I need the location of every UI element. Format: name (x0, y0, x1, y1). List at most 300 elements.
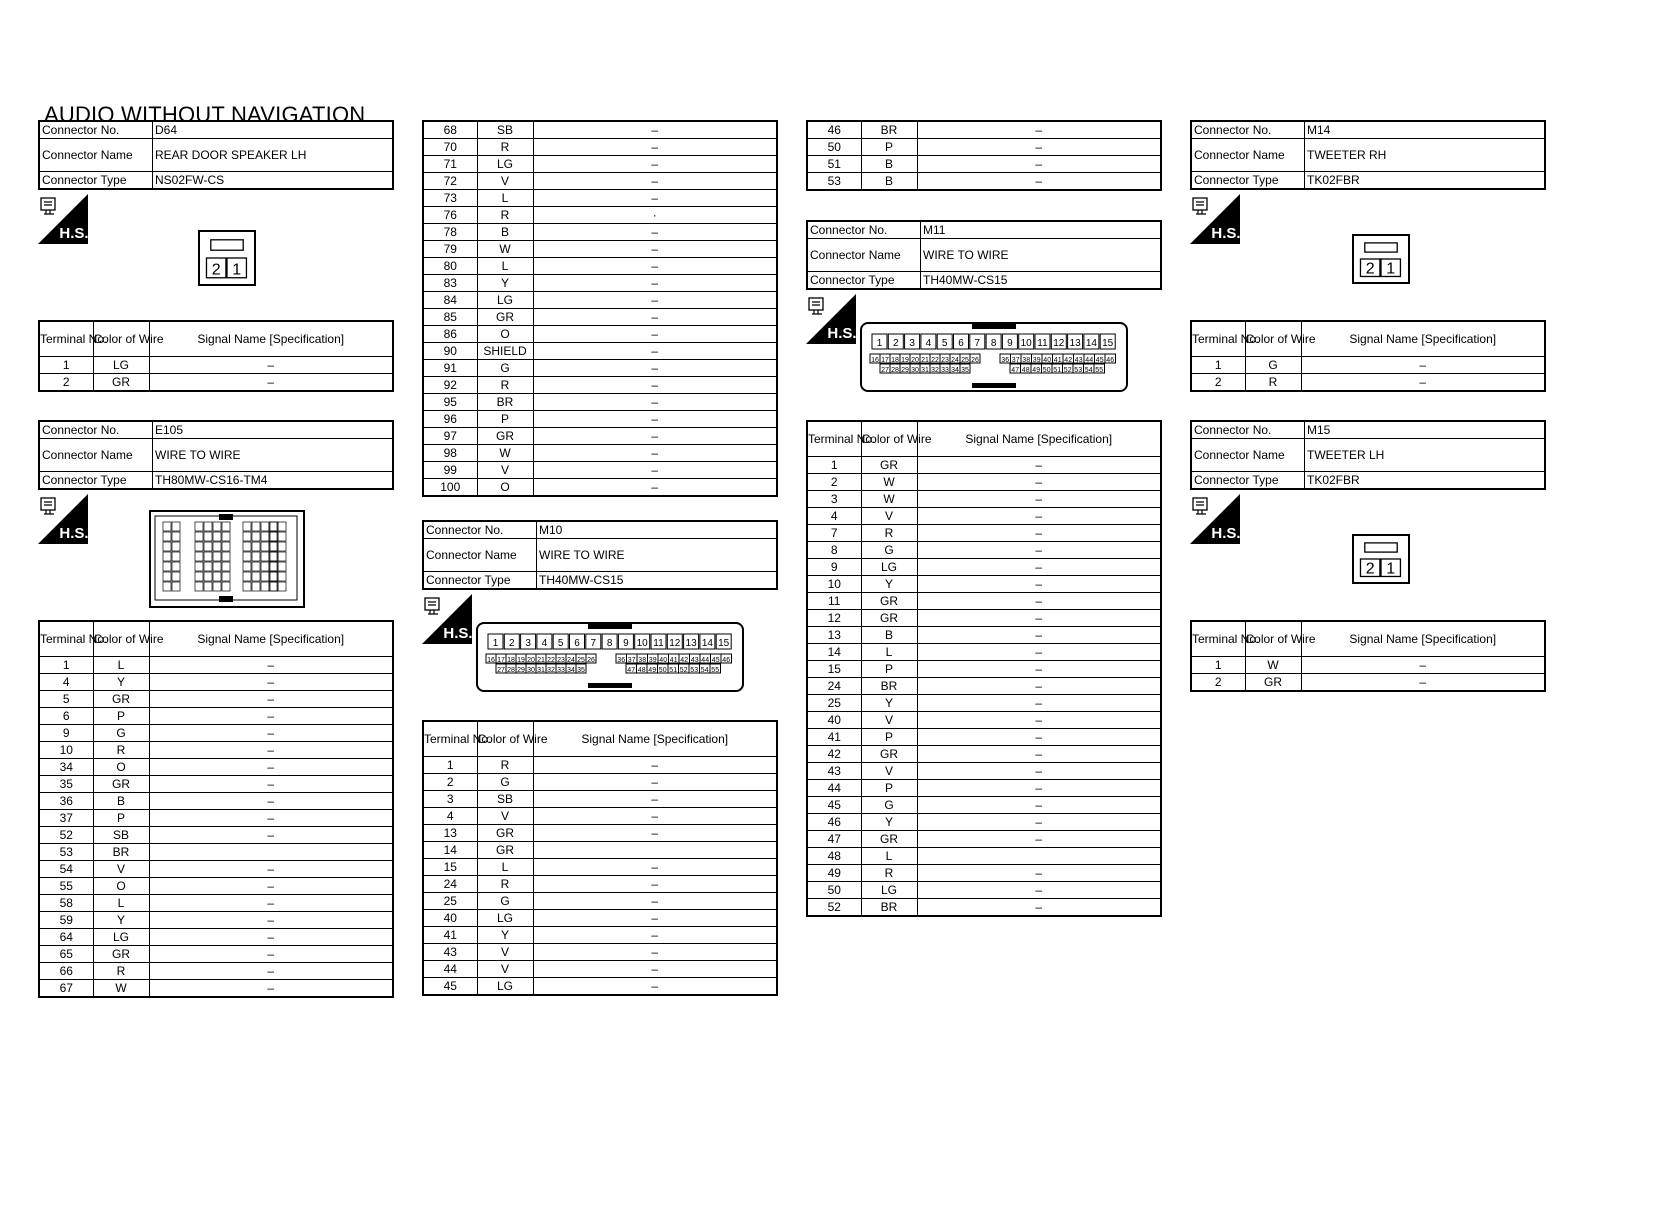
pin-number: 29 (517, 667, 525, 674)
table-row (423, 876, 777, 893)
pin-number: 18 (891, 357, 899, 364)
pin-number: 3 (525, 638, 531, 649)
pin-number: 1 (876, 338, 883, 349)
signal-name-cell: – (149, 793, 393, 810)
table-row (423, 961, 777, 978)
terminal-no-cell: 54 (39, 861, 93, 878)
pin-number: 50 (1042, 367, 1051, 374)
pin-number: 46 (722, 657, 731, 664)
terminal-no-cell: 86 (423, 326, 477, 343)
signal-name-cell: – (917, 508, 1161, 525)
connector-info-d64 (38, 120, 394, 190)
signal-name-cell: – (917, 746, 1161, 763)
pin-number: 44 (1085, 357, 1094, 364)
connector-type-label: Connector Type (423, 572, 537, 590)
signal-name-cell: – (533, 224, 777, 241)
connector-type-label: Connector Type (807, 272, 921, 290)
pin-number: 11 (653, 638, 664, 649)
wire-color-cell: R (861, 865, 917, 882)
pin-number: 35 (961, 367, 969, 374)
wire-color-cell: R (861, 525, 917, 542)
table-row (807, 661, 1161, 678)
terminal-no-cell: 43 (423, 944, 477, 961)
terminal-no-cell: 14 (807, 644, 861, 661)
wire-color-cell: L (861, 848, 917, 865)
terminal-no-cell: 67 (39, 980, 93, 998)
wire-color-cell: G (861, 542, 917, 559)
signal-name-cell: – (1301, 357, 1545, 374)
wire-color-cell: SB (477, 791, 533, 808)
terminal-no-cell: 43 (807, 763, 861, 780)
connector-type-value: TK02FBR (1305, 472, 1546, 490)
connector-info-e105 (38, 420, 394, 490)
table-row (39, 827, 393, 844)
wire-color-cell: O (477, 326, 533, 343)
signal-name-cell: – (149, 374, 393, 392)
lock-tab (972, 324, 1016, 329)
pin-number: 17 (497, 657, 505, 664)
connector-no-value: M11 (921, 221, 1162, 239)
wire-color-cell: L (93, 657, 149, 674)
wire-color-cell: BR (477, 394, 533, 411)
wire-color-cell: O (93, 759, 149, 776)
connector-name-label: Connector Name (39, 139, 153, 172)
signal-name-cell: – (917, 593, 1161, 610)
terminal-no-cell: 55 (39, 878, 93, 895)
pin-number: 26 (587, 657, 595, 664)
pin-number: 28 (507, 667, 515, 674)
pin-number: 32 (931, 367, 939, 374)
terminal-no-cell: 45 (423, 978, 477, 996)
table-row (423, 224, 777, 241)
connector-face-e105 (149, 510, 305, 608)
wire-color-cell: LG (93, 929, 149, 946)
signal-name-cell: – (533, 241, 777, 258)
signal-name-cell: – (533, 808, 777, 825)
table-row (423, 121, 777, 139)
signal-name-cell: – (533, 978, 777, 996)
signal-name-cell: – (533, 757, 777, 774)
pin-number: 40 (1043, 357, 1052, 364)
wire-color-cell: Y (861, 695, 917, 712)
signal-name-cell: – (149, 946, 393, 963)
pin-number: 52 (679, 667, 688, 674)
table-row (39, 357, 393, 374)
pin-number: 9 (1007, 338, 1013, 349)
signal-name-cell: – (917, 831, 1161, 848)
pin-number: 1 (232, 261, 242, 279)
signal-name-cell: – (533, 360, 777, 377)
terminal-no-cell: 41 (807, 729, 861, 746)
terminal-no-cell: 83 (423, 275, 477, 292)
connector-name-label: Connector Name (1191, 439, 1305, 472)
wire-color-cell: GR (861, 610, 917, 627)
signal-name-cell: – (917, 139, 1161, 156)
connector-no-value: M10 (537, 521, 778, 539)
signal-name-cell: – (917, 121, 1161, 139)
connector-type-value: TK02FBR (1305, 172, 1546, 190)
terminal-no-cell: 7 (807, 525, 861, 542)
wire-color-cell: BR (861, 899, 917, 917)
signal-name-cell: – (149, 759, 393, 776)
pin-number: 1 (492, 638, 499, 649)
terminal-header: Terminal No. (807, 421, 861, 457)
signal-name-cell: – (149, 725, 393, 742)
table-row (807, 746, 1161, 763)
wire-color-cell: L (477, 190, 533, 207)
wire-color-cell: R (93, 742, 149, 759)
pin-number: 22 (547, 657, 555, 664)
pin-number: 33 (557, 667, 565, 674)
connector-type-label: Connector Type (1191, 472, 1305, 490)
pin-number: 2 (1365, 560, 1375, 578)
table-row (423, 859, 777, 876)
connector-name-label: Connector Name (39, 439, 153, 472)
terminal-no-cell: 52 (807, 899, 861, 917)
wire-color-cell: BR (861, 121, 917, 139)
terminal-table-m10 (422, 720, 778, 996)
signal-name-cell: – (917, 491, 1161, 508)
terminal-table-d64 (38, 320, 394, 392)
table-row (807, 121, 1161, 139)
wire-color-cell: GR (861, 831, 917, 848)
connector-type-label: Connector Type (39, 172, 153, 190)
wire-color-cell: W (861, 474, 917, 491)
terminal-no-cell: 44 (807, 780, 861, 797)
wire-color-cell: SHIELD (477, 343, 533, 360)
table-row (423, 978, 777, 996)
table-row (807, 780, 1161, 797)
signal-header: Signal Name [Specification] (1301, 321, 1545, 357)
connector-type-value: TH80MW-CS16-TM4 (153, 472, 394, 490)
signal-name-cell: · (533, 207, 777, 224)
pin-number: 48 (1021, 367, 1030, 374)
signal-name-cell: – (533, 893, 777, 910)
terminal-no-cell: 41 (423, 927, 477, 944)
table-row (423, 411, 777, 428)
signal-name-cell: – (533, 258, 777, 275)
terminal-no-cell: 84 (423, 292, 477, 309)
signal-name-cell: – (149, 657, 393, 674)
pin-number: 20 (911, 357, 919, 364)
wire-color-cell: G (477, 893, 533, 910)
connector-no-value: E105 (153, 421, 394, 439)
signal-name-cell: – (533, 394, 777, 411)
wire-color-cell: P (93, 708, 149, 725)
wire-color-cell: W (861, 491, 917, 508)
wire-color-cell: P (861, 661, 917, 678)
wire-color-cell: LG (477, 910, 533, 927)
signal-name-cell: – (149, 742, 393, 759)
wire-color-cell: V (861, 712, 917, 729)
table-row (39, 708, 393, 725)
table-row (807, 559, 1161, 576)
signal-name-cell: – (917, 542, 1161, 559)
wire-color-cell: P (477, 411, 533, 428)
table-row (39, 929, 393, 946)
table-row (1191, 657, 1545, 674)
lock-tab (588, 683, 632, 688)
wire-color-cell: B (93, 793, 149, 810)
pin-number: 34 (951, 367, 959, 374)
terminal-no-cell: 49 (807, 865, 861, 882)
table-row (423, 774, 777, 791)
signal-name-cell: – (533, 377, 777, 394)
terminal-no-cell: 85 (423, 309, 477, 326)
pin-number: 25 (961, 357, 969, 364)
signal-name-cell: – (917, 865, 1161, 882)
connector-name-value: WIRE TO WIRE (153, 439, 394, 472)
terminal-no-cell: 97 (423, 428, 477, 445)
pin-number: 2 (211, 261, 221, 279)
signal-header: Signal Name [Specification] (533, 721, 777, 757)
terminal-no-cell: 14 (423, 842, 477, 859)
table-row (807, 593, 1161, 610)
signal-name-cell: – (917, 173, 1161, 191)
connector-name-label: Connector Name (423, 539, 537, 572)
signal-name-cell: – (917, 712, 1161, 729)
wire-color-cell: R (477, 757, 533, 774)
terminal-no-cell: 66 (39, 963, 93, 980)
terminal-header: Terminal No. (1191, 321, 1245, 357)
pin-number: 50 (658, 667, 667, 674)
wire-color-cell: V (861, 763, 917, 780)
wire-color-cell: Y (861, 576, 917, 593)
connector-no-value: M15 (1305, 421, 1546, 439)
terminal-no-cell: 2 (1191, 374, 1245, 392)
table-row (39, 691, 393, 708)
pin-number: 49 (648, 667, 657, 674)
pin-number: 30 (911, 367, 919, 374)
pin-number: 36 (1001, 357, 1010, 364)
terminal-no-cell: 90 (423, 343, 477, 360)
pin-number: 19 (901, 357, 909, 364)
pin-number: 6 (574, 638, 580, 649)
terminal-no-cell: 45 (807, 797, 861, 814)
table-row (807, 848, 1161, 865)
table-row (423, 944, 777, 961)
terminal-no-cell: 15 (423, 859, 477, 876)
terminal-header: Terminal No. (1191, 621, 1245, 657)
pin-number: 32 (547, 667, 555, 674)
wire-color-cell: GR (477, 842, 533, 859)
pin-number: 10 (1020, 338, 1032, 349)
pin-number: 4 (541, 638, 548, 649)
wire-color-cell: G (1245, 357, 1301, 374)
signal-name-cell: – (149, 929, 393, 946)
table-row (423, 190, 777, 207)
connector-no-value: M14 (1305, 121, 1546, 139)
terminal-no-cell: 36 (39, 793, 93, 810)
connector-no-label: Connector No. (807, 221, 921, 239)
signal-name-cell: – (917, 525, 1161, 542)
pin-number: 52 (1063, 367, 1072, 374)
terminal-header: Terminal No. (39, 321, 93, 357)
signal-name-cell: – (533, 139, 777, 156)
terminal-no-cell: 13 (423, 825, 477, 842)
hs-icon (38, 494, 88, 544)
table-row (807, 542, 1161, 559)
wire-color-cell: GR (477, 825, 533, 842)
signal-name-cell: – (149, 357, 393, 374)
wire-color-cell: SB (477, 121, 533, 139)
table-row (807, 729, 1161, 746)
wire-color-cell: R (93, 963, 149, 980)
wire-color-cell: L (861, 644, 917, 661)
table-row (423, 139, 777, 156)
connector-no-label: Connector No. (1191, 121, 1305, 139)
pin-number: 6 (958, 338, 964, 349)
terminal-no-cell: 59 (39, 912, 93, 929)
signal-name-cell: – (533, 774, 777, 791)
connector-no-value: D64 (153, 121, 394, 139)
signal-name-cell: – (149, 878, 393, 895)
pin-number: 53 (1074, 367, 1083, 374)
terminal-table-m15 (1190, 620, 1546, 692)
signal-name-cell: – (533, 343, 777, 360)
signal-name-cell: – (149, 776, 393, 793)
signal-name-cell: – (917, 678, 1161, 695)
pin-number: 29 (901, 367, 909, 374)
pin-number: 2 (509, 638, 515, 649)
connector-name-label: Connector Name (807, 239, 921, 272)
pin-number: 4 (925, 338, 932, 349)
pin-number: 26 (971, 357, 979, 364)
connector-no-label: Connector No. (39, 121, 153, 139)
table-row (807, 814, 1161, 831)
pin-number: 22 (931, 357, 939, 364)
signal-name-cell: – (917, 627, 1161, 644)
signal-name-cell: – (533, 173, 777, 190)
table-row (423, 241, 777, 258)
signal-name-cell: – (533, 944, 777, 961)
pin-number: 38 (1022, 357, 1031, 364)
terminal-no-cell: 40 (423, 910, 477, 927)
signal-name-cell: – (533, 190, 777, 207)
terminal-no-cell: 34 (39, 759, 93, 776)
wire-color-cell: P (861, 729, 917, 746)
signal-name-cell: – (149, 674, 393, 691)
table-row (423, 377, 777, 394)
table-row (39, 374, 393, 392)
pin-number: 2 (1365, 260, 1375, 278)
signal-name-cell: – (917, 695, 1161, 712)
table-row (807, 627, 1161, 644)
signal-name-cell: – (149, 912, 393, 929)
signal-name-cell: – (917, 156, 1161, 173)
wire-color-cell: W (477, 445, 533, 462)
hs-label: H.S. (59, 525, 89, 542)
wire-color-cell: LG (93, 357, 149, 374)
pin-number: 33 (941, 367, 949, 374)
table-row (807, 139, 1161, 156)
signal-name-cell: – (917, 661, 1161, 678)
pin-number: 42 (680, 657, 689, 664)
table-row (807, 491, 1161, 508)
wire-color-cell: GR (93, 946, 149, 963)
color-header: Color of Wire (1245, 321, 1301, 357)
hs-label: H.S. (443, 625, 473, 642)
terminal-table-m11 (806, 420, 1162, 917)
signal-header: Signal Name [Specification] (149, 621, 393, 657)
pin-number: 39 (648, 657, 657, 664)
hs-icon (422, 594, 472, 644)
terminal-no-cell: 9 (807, 559, 861, 576)
pin-number: 14 (1085, 338, 1097, 349)
table-row (39, 810, 393, 827)
signal-name-cell: – (1301, 674, 1545, 692)
connector-type-value: NS02FW-CS (153, 172, 394, 190)
pin-number: 12 (669, 638, 681, 649)
hs-icon (1190, 194, 1240, 244)
connector-info-m15 (1190, 420, 1546, 490)
table-row (1191, 674, 1545, 692)
wire-color-cell: V (477, 808, 533, 825)
wire-color-cell: R (477, 377, 533, 394)
signal-name-cell: – (917, 576, 1161, 593)
table-row (423, 292, 777, 309)
pin-number: 15 (718, 638, 730, 649)
pin-number: 55 (1095, 367, 1104, 374)
terminal-no-cell: 65 (39, 946, 93, 963)
table-row (807, 831, 1161, 848)
terminal-no-cell: 51 (807, 156, 861, 173)
connector-face-m11 (860, 322, 1128, 392)
pin-number: 43 (1074, 357, 1083, 364)
lock-tab (588, 624, 632, 629)
terminal-no-cell: 70 (423, 139, 477, 156)
wire-color-cell: O (93, 878, 149, 895)
terminal-no-cell: 95 (423, 394, 477, 411)
wire-color-cell: B (861, 173, 917, 191)
terminal-no-cell: 1 (1191, 657, 1245, 674)
terminal-no-cell: 80 (423, 258, 477, 275)
wire-color-cell: R (1245, 374, 1301, 392)
pin-number: 8 (990, 338, 997, 349)
pin-number: 14 (701, 638, 713, 649)
terminal-no-cell: 50 (807, 139, 861, 156)
wire-color-cell: G (93, 725, 149, 742)
signal-name-cell: – (917, 882, 1161, 899)
terminal-no-cell: 4 (39, 674, 93, 691)
table-row (807, 882, 1161, 899)
table-row (423, 825, 777, 842)
signal-name-cell: – (533, 156, 777, 173)
pin-number: 7 (974, 338, 981, 349)
pin-number: 8 (606, 638, 613, 649)
signal-header: Signal Name [Specification] (917, 421, 1161, 457)
pin-number: 23 (941, 357, 949, 364)
connector-info-m14 (1190, 120, 1546, 190)
page-title: AUDIO WITHOUT NAVIGATION (44, 102, 366, 127)
signal-name-cell: – (149, 895, 393, 912)
signal-name-cell: – (917, 780, 1161, 797)
pin-number: 44 (701, 657, 710, 664)
table-row (423, 893, 777, 910)
pin-number: 3 (909, 338, 915, 349)
terminal-no-cell: 37 (39, 810, 93, 827)
table-row (1191, 357, 1545, 374)
signal-name-cell: – (533, 876, 777, 893)
table-row (423, 275, 777, 292)
table-row (423, 173, 777, 190)
table-row (423, 309, 777, 326)
pin-number: 41 (669, 657, 678, 664)
terminal-no-cell: 71 (423, 156, 477, 173)
wire-color-cell: GR (861, 746, 917, 763)
table-row (39, 963, 393, 980)
connector-no-label: Connector No. (39, 421, 153, 439)
